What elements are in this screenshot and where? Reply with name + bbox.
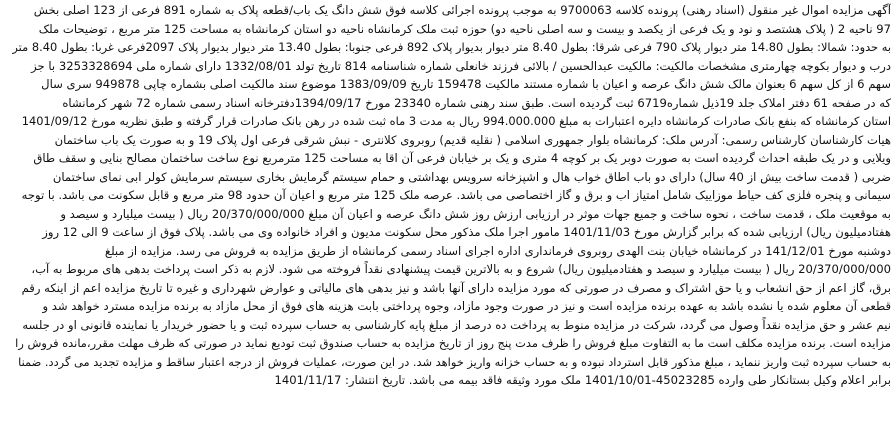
notice-line: هفتادمیلیون ریال) ارزیابی شده که برابر گزارش مورخ 1401/11/03 مامور اجرا ملک مذکور محل سکونت مدیون و افراد خانواده وی می باشد. پلاک فوق از ساعت 9 الی 12 روز <box>42 225 891 239</box>
notice-line: قطعی آن معلوم شده یا نشده باشد به عهده برنده مزایده است و نیز در صورت وجود مازاد، وجوه پرداختی بابت هزینه های فوق از محل مازاد به برنده مزایده مسترد خواهد شد و <box>42 299 891 313</box>
notice-line: مزایده است. برنده مزایده مکلف است ما به التفاوت مبلغ فروش را ظرف مدت پنج روز از تاریخ مزایده به حساب صندوق ثبت تودیع نماید در صورتی که ظرف مهلت مقرر،مانده فروش را <box>15 336 891 350</box>
notice-line: نیم عشر و حق مزایده نقداً وصول می گردد، شرکت در مزایده منوط به پرداخت ده درصد از مبلغ پایه کارشناسی به حساب سپرده ثبت و یا حضور خریدار یا نماینده قانونی او در جلسه <box>22 317 891 332</box>
notice-line: که در صفحه 61 دفتر املاک جلد 19ذیل شماره6719 ثبت گردیده است. طبق سند رهنی شماره 23340 مورخ 1394/09/17دفترخانه اسناد رسمی شماره 72 شهر کرمانشاه <box>62 95 891 110</box>
auction-notice <box>8 0 895 431</box>
notice-line: به موقعیت ملک ، قدمت ساخت ، نحوه ساخت و جمیع جهات موثر در ارزیابی ارزش روز شش دانگ عرصه و اعیان آن مبلغ 20/370/000/000 ریال ( بیست میلیارد و سیصد و <box>60 206 891 221</box>
notice-line: استان کرمانشاه که بنفع بانک صادرات کرمانشاه دایره اعتبارات به مبلغ 994.000.000 ریال به مدت 3 ماه ثبت شده در رهن بانک صادرات قرار گرفته و طبق نظریه مورخ 1401/09/12 <box>21 114 891 128</box>
notice-line: سهم 6 از کل سهم 6 بعنوان مالک شش دانگ عرصه و اعیان با شماره مستند مالکیت 159478 تاریخ 1383/09/09 موضوع سند مالکیت اصلی بشماره چاپی 949878 سری سال <box>41 77 891 91</box>
notice-line: ضربی ( قدمت ساخت بیش از 40 سال) دارای دو باب اطاق خواب هال و اشپزخانه سرویس بهداشتی و حمام سیستم گرمایش بخاری سیستم سرمایش کولر ابی نمای ساختمان <box>52 169 891 184</box>
notice-line: آگهی مزایده اموال غیر منقول (اسناد رهنی) پرونده کلاسه 9700063 به موجب پرونده اجرائی کلاسه فوق شش دانگ یک باب/قطعه پلاک به شماره 891 فرعی از 123 اصلی بخش <box>33 3 891 17</box>
notice-line: سیمانی و پنجره فلزی کف حیاط موزاییک شامل امتیاز اب و برق و گاز اختصاصی می باشد. عرصه ملک 125 متر مربع و اعیان آن حدود 98 متر مربع و قابل سکونت می باشد. با توجه <box>21 188 891 202</box>
notice-line: دوشنبه مورخ 141/12/01 در کرمانشاه خیابان بنت الهدی روبروی فرمانداری اداره اجرای اسناد رسمی کرمانشاه از طریق مزایده به فروش می رسد. مزایده از مبلغ <box>104 243 891 258</box>
notice-line: 20/370/000/000 ریال ( بیست میلیارد و سیصد و هفتادمیلیون ریال) شروع و به بالاترین قیمت پیشنهادی نقداً فروخته می شود. لازم به ذکر است پرداخت بدهی های مربوط به آب، <box>31 262 891 276</box>
notice-line: ویلایی و در یک طبقه احداث گردیده است به صورت دوبر یک بر کوچه 4 متری و یک بر خیابان فرعی آن اقا به مساحت 125 مترمربع نوع ساخت ساختمان مصالح بنایی و سقف طاق <box>33 151 891 165</box>
notice-line: به حساب سپرده ثبت واریز ننماید ، مبلغ مذکور قابل استرداد نبوده و به حساب خزانه واریز خواهد شد. در این صورت، عملیات فروش از درجه اعتبار ساقط و مزایده تجدید می گردد. ضمنا <box>18 354 891 369</box>
notice-line: 97 ناحیه 2 ( پلاک هشتصد و نود و یک فرعی از یکصد و بیست و سه اصلی ناحیه دو) حوزه ثبت ملک کرمانشاه ناحیه دو استان کرمانشاه به مساحت 125 متر مربع ، توضیحات ملک <box>38 21 891 36</box>
notice-line: هیات کارشناسان کارشناس رسمی: آدرس ملک: کرمانشاه بلوار جمهوری اسلامی ( نقلیه قدیم) روبروی کلانتری - نبش شرقی فرعی اول پلاک 19 و به صورت یک باب ساختمان <box>54 132 891 147</box>
notice-line: برابر اعلام وکیل بستانکار طی وارده 45023285-1401/10/01 ملک مورد وثیقه فاقد بیمه می باشد. تاریخ انتشار: 1401/11/17 <box>274 373 891 387</box>
notice-line: درب و دیوار بکوچه چهارمتری مشخصات مالکیت: مالکیت عبدالحسین / بالائی فرزند خانعلی شماره شناسنامه 814 تاریخ تولد 1332/08/01 دارای شماره ملی 3253328694 با جز <box>31 58 891 73</box>
notice-line: به حدود: شمالا: بطول 14.80 متر دیوار پلاک 790 فرعی شرقا: بطول 8.40 متر دیوار بدیوار پلاک 892 فرعی جنوبا: بطول 13.40 متر دیوار بدیوار پلاک 2097فرعی غربا: بطول 8.40 متر <box>12 40 891 54</box>
notice-line: برق، گاز اعم از حق انشعاب و یا حق اشتراک و مصرف در صورتی که مورد مزایده دارای آنها باشد و نیز بدهی های مالیاتی و عوارض شهرداری و غیره تا تاریخ مزایده اعم از اینکه رقم <box>21 280 891 295</box>
